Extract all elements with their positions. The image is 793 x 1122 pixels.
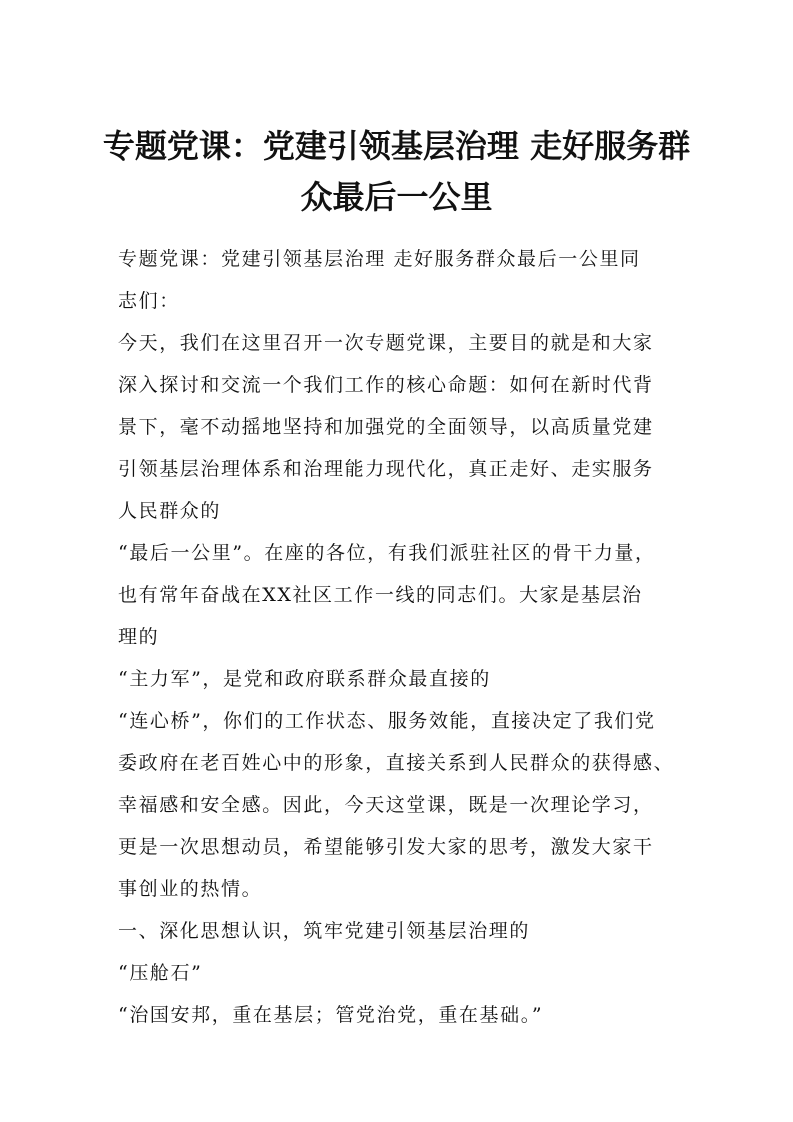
body-line: “最后一公里”。在座的各位，有我们派驻社区的骨干力量，: [118, 542, 656, 564]
body-line: 事创业的热情。: [118, 878, 263, 900]
body-line: 也有常年奋战在XX社区工作一线的同志们。大家是基层治: [118, 584, 643, 606]
body-line: 今天，我们在这里召开一次专题党课，主要目的就是和大家: [118, 332, 654, 354]
body-line: 更是一次思想动员，希望能够引发大家的思考，激发大家干: [118, 836, 654, 858]
body-line: 理的: [118, 626, 160, 648]
body-line: 深入探讨和交流一个我们工作的核心命题：如何在新时代背: [118, 374, 654, 396]
section-heading-line: 一、深化思想认识，筑牢党建引领基层治理的: [118, 920, 531, 942]
body-line: 志们：: [118, 290, 180, 312]
body-line: 幸福感和安全感。因此，今天这堂课，既是一次理论学习，: [118, 794, 654, 816]
body-line: “连心桥”，你们的工作状态、服务效能，直接决定了我们党: [118, 710, 656, 732]
section-heading-line: “压舱石”: [118, 962, 203, 984]
body-line: “治国安邦，重在基层；管党治党，重在基础。”: [118, 1004, 544, 1026]
document-title-line-1: 专题党课：党建引领基层治理 走好服务群: [102, 127, 691, 165]
body-line: 专题党课：党建引领基层治理 走好服务群众最后一公里同: [118, 248, 641, 270]
document-title-line-2: 众最后一公里: [300, 178, 493, 216]
body-line: 委政府在老百姓心中的形象，直接关系到人民群众的获得感、: [118, 752, 675, 774]
body-line: 人民群众的: [118, 500, 222, 522]
body-line: 景下，毫不动摇地坚持和加强党的全面领导，以高质量党建: [118, 416, 654, 438]
body-line: 引领基层治理体系和治理能力现代化，真正走好、走实服务: [118, 458, 654, 480]
body-line: “主力军”，是党和政府联系群众最直接的: [118, 668, 491, 690]
